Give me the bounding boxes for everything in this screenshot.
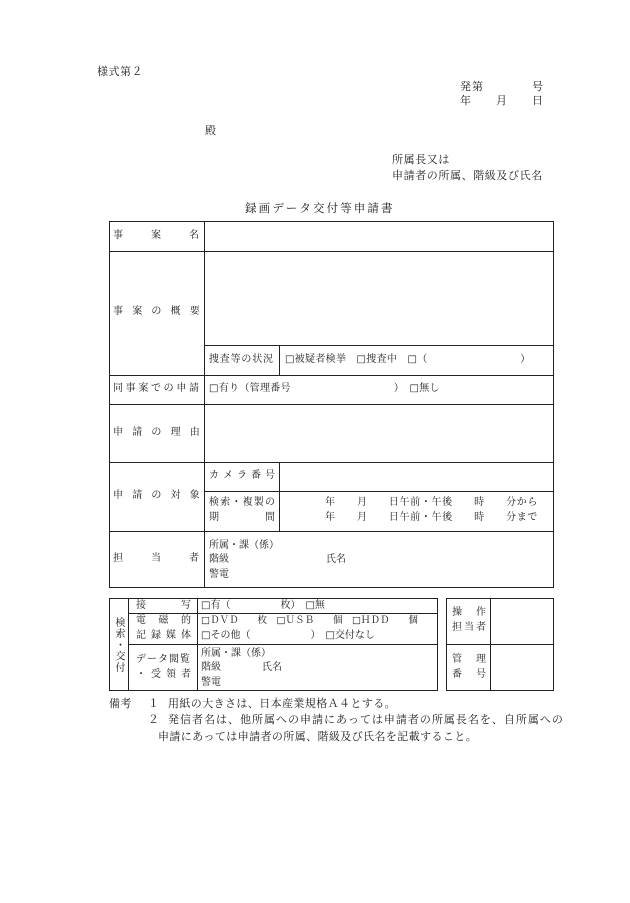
camera-number-label: カメラ番号 bbox=[209, 470, 279, 481]
viewer-label: データ閲覧 bbox=[136, 654, 191, 665]
viewer-affiliation-label: 所属・課（係） bbox=[201, 648, 271, 659]
table-rule bbox=[109, 531, 554, 532]
operator-field bbox=[491, 599, 553, 644]
operator-label-2: 担当者 bbox=[452, 622, 488, 633]
control-number-field bbox=[491, 645, 553, 690]
photo-label: 接 写 bbox=[136, 600, 196, 611]
viewer-phone-label: 警電 bbox=[201, 677, 221, 688]
person-affiliation-label: 所属・課（係） bbox=[209, 540, 279, 551]
media-options-2: □その他（ ） □交付なし bbox=[201, 630, 375, 641]
reason-field bbox=[205, 405, 553, 462]
table-rule bbox=[109, 375, 554, 376]
period-to-line: 年 月 日午前・午後 時 分まで bbox=[325, 512, 538, 523]
same-case-label: 同事案での申請 bbox=[113, 383, 202, 394]
table-rule bbox=[279, 345, 280, 375]
camera-number-field bbox=[280, 463, 553, 491]
table-rule bbox=[204, 345, 554, 346]
same-case-options: □有り（管理番号 ） □無し bbox=[209, 383, 440, 394]
person-phone-label: 警電 bbox=[209, 569, 229, 580]
note-2-number: ２ bbox=[148, 713, 159, 726]
note-2-text-line-1: 発信者名は、他所属への申請にあっては申請者の所属長名を、自所属への bbox=[168, 713, 564, 726]
table-rule bbox=[128, 644, 438, 645]
photo-options: □有（ 枚） □無 bbox=[201, 600, 325, 611]
issue-date: 年 月 日 bbox=[460, 94, 544, 107]
person-in-charge-label: 担 当 者 bbox=[113, 553, 202, 564]
addressee-honorific: 殿 bbox=[205, 124, 216, 137]
viewer-rank-label: 階級 bbox=[201, 662, 221, 673]
media-label: 電 磁 的 bbox=[136, 615, 193, 626]
viewer-name-label: 氏名 bbox=[262, 662, 282, 673]
case-summary-field bbox=[205, 252, 553, 345]
form-number: 様式第２ bbox=[97, 65, 143, 78]
issue-number: 発第 号 bbox=[460, 80, 544, 93]
media-options: □ＤＶＤ 枚 □ＵＳＢ 個 □ＨＤＤ 個 bbox=[201, 615, 418, 626]
document-title: 録画データ交付等申請書 bbox=[245, 201, 395, 215]
case-name-label: 事 案 名 bbox=[113, 230, 202, 241]
sender-line-2: 申請者の所属、階級及び氏名 bbox=[392, 169, 543, 182]
case-summary-label: 事 案 の 概 要 bbox=[113, 306, 200, 317]
note-1-text: 用紙の大きさは、日本産業規格Ａ４とする。 bbox=[168, 697, 396, 710]
operator-label: 操 作 bbox=[452, 607, 488, 618]
sender-line-1: 所属長又は bbox=[392, 153, 450, 166]
table-rule bbox=[204, 491, 554, 492]
delivery-section-label: 検索・交付 bbox=[113, 617, 124, 674]
media-label-2: 記録媒体 bbox=[136, 630, 196, 641]
reason-label: 申 請 の 理 由 bbox=[113, 427, 200, 438]
target-label: 申 請 の 対 象 bbox=[113, 490, 200, 501]
note-2-text-line-2: 申請にあっては申請者の所属、階級及び氏名を記載すること。 bbox=[158, 730, 478, 743]
investigation-status-options: □被疑者検挙 □捜査中 □（ ） bbox=[285, 354, 531, 365]
notes-heading: 備考 bbox=[109, 697, 132, 710]
person-name-label: 氏名 bbox=[326, 554, 346, 565]
control-number-label: 管 理 bbox=[452, 654, 488, 665]
investigation-status-label: 捜査等の状況 bbox=[209, 354, 274, 365]
period-from-line: 年 月 日午前・午後 時 分から bbox=[325, 497, 538, 508]
viewer-label-2: ・受領者 bbox=[136, 669, 196, 680]
control-number-label-2: 番 号 bbox=[452, 669, 488, 680]
search-period-label: 検索・複製の bbox=[209, 497, 277, 508]
case-name-field bbox=[205, 222, 553, 251]
search-period-label-2: 期 間 bbox=[209, 512, 277, 523]
note-1-number: １ bbox=[148, 697, 159, 710]
person-rank-label: 階級 bbox=[209, 554, 229, 565]
